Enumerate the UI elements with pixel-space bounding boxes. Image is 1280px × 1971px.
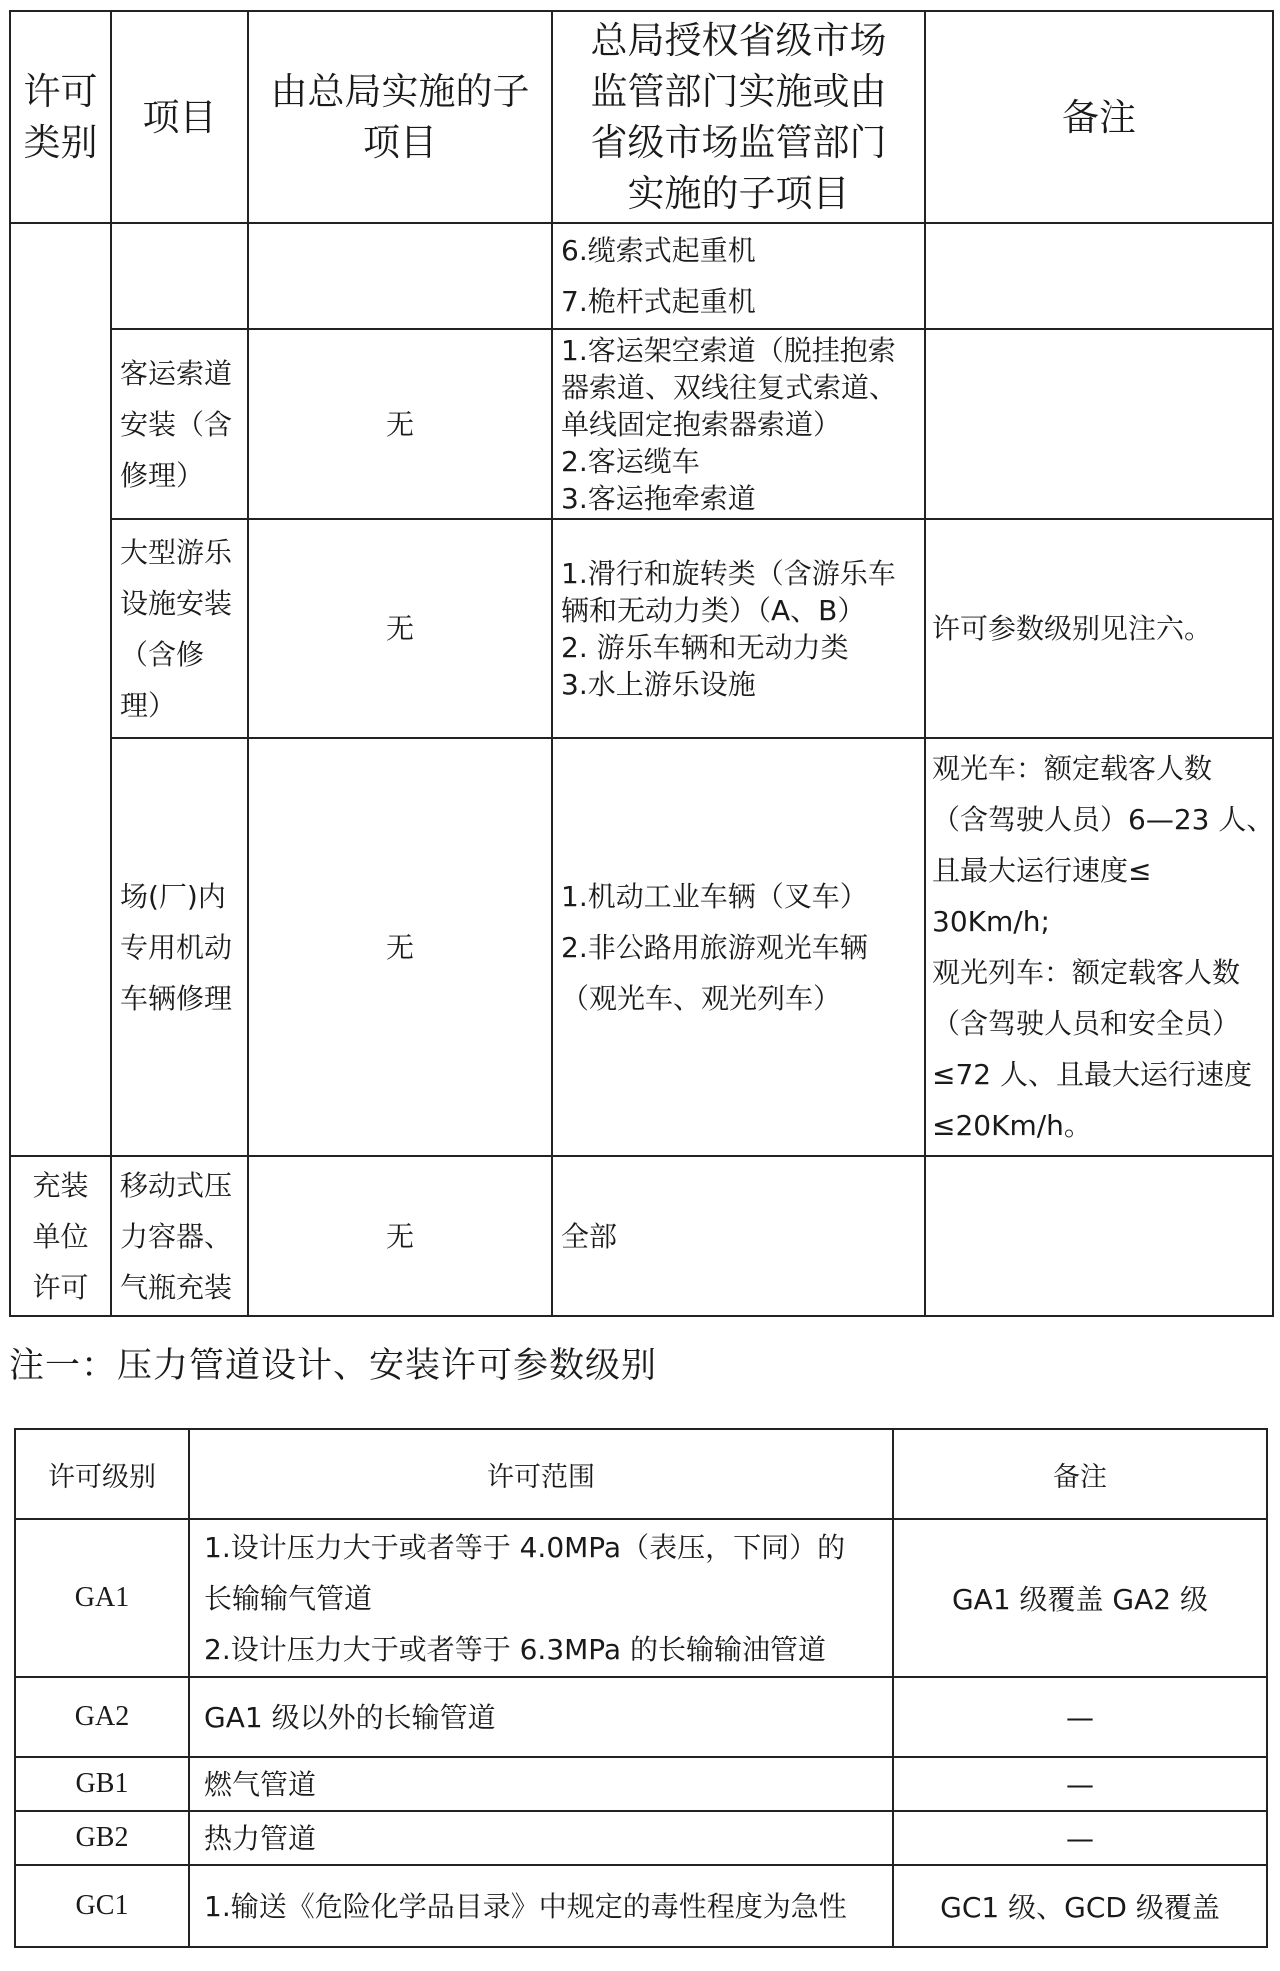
header-scope: 许可范围 xyxy=(189,1429,893,1519)
header-provincial-subitems: 总局授权省级市场 监管部门实施或由 省级市场监管部门 实施的子项目 xyxy=(552,11,925,223)
remark-cell: — xyxy=(893,1757,1267,1811)
scope-cell: GA1 级以外的长输管道 xyxy=(189,1677,893,1757)
level-cell: GB2 xyxy=(15,1811,189,1865)
remark-cell: 许可参数级别见注六。 xyxy=(925,519,1273,738)
item-cell xyxy=(111,223,248,329)
header-remark: 备注 xyxy=(893,1429,1267,1519)
header-item: 项目 xyxy=(111,11,248,223)
item-cell: 大型游乐 设施安装 （含修 理） xyxy=(111,519,248,738)
provincial-cell: 1.客运架空索道（脱挂抱索 器索道、双线往复式索道、 单线固定抱索器索道） 2.客运缆车 3.客运拖牵索道 xyxy=(552,329,925,519)
remark-cell: — xyxy=(893,1811,1267,1865)
remark-cell xyxy=(925,1156,1273,1316)
scope-cell: 燃气管道 xyxy=(189,1757,893,1811)
table-row xyxy=(10,1156,1273,1316)
category-cell: 充装 单位 许可 xyxy=(10,1156,111,1316)
provincial-cell: 6.缆索式起重机 7.桅杆式起重机 xyxy=(552,223,925,329)
provincial-cell: 全部 xyxy=(552,1156,925,1316)
table-row xyxy=(15,1811,1267,1865)
scope-cell: 1.设计压力大于或者等于 4.0MPa（表压，下同）的 长输输气管道 2.设计压力大于或者等于 6.3MPa 的长输输油管道 xyxy=(189,1519,893,1677)
level-cell: GB1 xyxy=(15,1757,189,1811)
item-cell: 场(厂)内 专用机动 车辆修理 xyxy=(111,738,248,1156)
item-cell: 移动式压 力容器、 气瓶充装 xyxy=(111,1156,248,1316)
table-row xyxy=(15,1757,1267,1811)
scope-cell: 1.输送《危险化学品目录》中规定的毒性程度为急性 xyxy=(189,1865,893,1947)
header-remark: 备注 xyxy=(925,11,1273,223)
table-row xyxy=(10,738,1273,1156)
provincial-cell: 1.机动工业车辆（叉车） 2.非公路用旅游观光车辆 （观光车、观光列车） xyxy=(552,738,925,1156)
level-cell: GA2 xyxy=(15,1677,189,1757)
header-level: 许可级别 xyxy=(15,1429,189,1519)
permit-table xyxy=(9,10,1274,1317)
hq-cell: 无 xyxy=(248,329,552,519)
hq-cell: 无 xyxy=(248,738,552,1156)
table-row xyxy=(10,329,1273,519)
table-row xyxy=(15,1519,1267,1677)
table-row xyxy=(15,1865,1267,1947)
scope-cell: 热力管道 xyxy=(189,1811,893,1865)
note-title: 注一：压力管道设计、安装许可参数级别 xyxy=(9,1346,658,1386)
remark-cell: GA1 级覆盖 GA2 级 xyxy=(893,1519,1267,1677)
remark-cell: — xyxy=(893,1677,1267,1757)
remark-cell: 观光车：额定载客人数 （含驾驶人员）6—23 人、 且最大运行速度≤ 30Km/h; 观光列车：额定载客人数 （含驾驶人员和安全员） ≤72 人、且最大运行速度 ≤20Km/h。 xyxy=(925,738,1273,1156)
pipeline-level-table xyxy=(14,1428,1268,1948)
level-cell: GC1 xyxy=(15,1865,189,1947)
remark-cell: GC1 级、GCD 级覆盖 xyxy=(893,1865,1267,1947)
table-row xyxy=(10,223,1273,329)
header-hq-subitems: 由总局实施的子 项目 xyxy=(248,11,552,223)
hq-cell xyxy=(248,223,552,329)
hq-cell: 无 xyxy=(248,519,552,738)
remark-cell xyxy=(925,223,1273,329)
item-cell: 客运索道 安装（含 修理） xyxy=(111,329,248,519)
provincial-cell: 1.滑行和旋转类（含游乐车 辆和无动力类）（A、B） 2. 游乐车辆和无动力类 3.水上游乐设施 xyxy=(552,519,925,738)
header-category: 许可 类别 xyxy=(10,11,111,223)
table-row xyxy=(15,1677,1267,1757)
table-row xyxy=(10,519,1273,738)
header-row xyxy=(10,11,1273,223)
level-cell: GA1 xyxy=(15,1519,189,1677)
category-cell-empty xyxy=(10,223,111,1156)
header-row xyxy=(15,1429,1267,1519)
remark-cell xyxy=(925,329,1273,519)
hq-cell: 无 xyxy=(248,1156,552,1316)
